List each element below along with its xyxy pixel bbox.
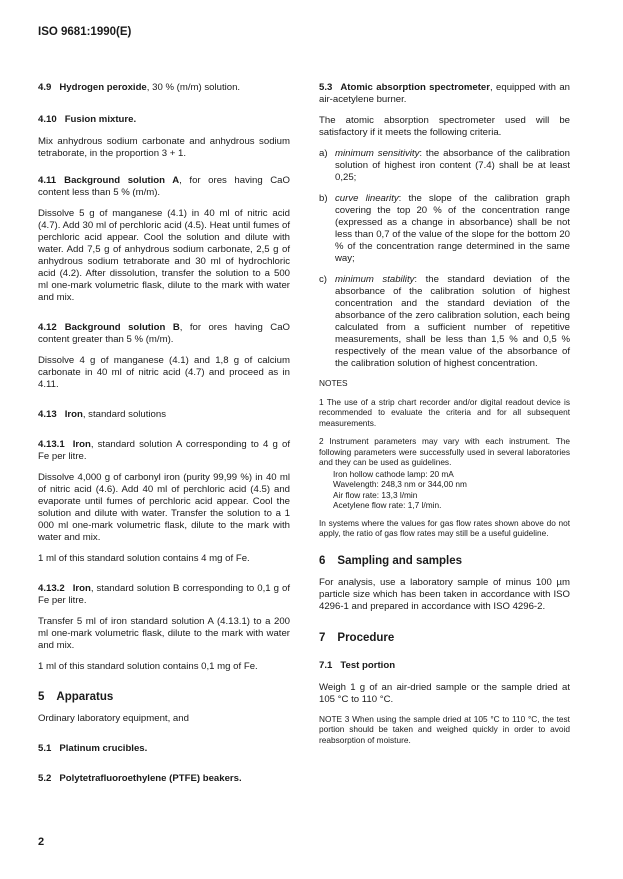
- section-number: 7: [319, 631, 326, 644]
- clause-tail: , standard solutions: [82, 409, 167, 420]
- criterion-b: [319, 193, 570, 265]
- criterion-label: a): [319, 148, 328, 159]
- clause-5-2-heading: [38, 773, 290, 785]
- clause-7-1-body: Weigh 1 g of an air-dried sample or the sample dried at 105 °C to 110 °C.: [319, 681, 570, 705]
- clause-7-1-heading: [319, 660, 570, 672]
- clause-number: 4.9: [38, 82, 52, 93]
- clause-title: Polytetrafluoroethylene (PTFE) beakers.: [59, 773, 242, 784]
- clause-4-9: [38, 82, 290, 94]
- parameter-line: Wavelength: 248,3 nm or 344,00 nm: [333, 479, 467, 489]
- clause-number: 4.13: [38, 409, 57, 420]
- section-7-heading: [319, 632, 570, 644]
- clause-title: Test portion: [340, 659, 396, 671]
- clause-title: Iron: [72, 439, 91, 450]
- clause-title: Platinum crucibles.: [59, 743, 148, 754]
- clause-number: 4.10: [38, 114, 57, 125]
- clause-tail: , 30 % (m/m) solution.: [146, 82, 241, 93]
- clause-number: 5.2: [38, 773, 52, 784]
- criterion-text: [335, 274, 570, 370]
- criterion-description: : the absorbance of the calibration solution of highest iron content (7.4) shall be at least 0,25;: [335, 148, 570, 183]
- clause-number: 4.13.2: [38, 583, 65, 594]
- document-header: ISO 9681:1990(E): [38, 26, 132, 38]
- criterion-text: [335, 193, 570, 265]
- parameter-line: Iron hollow cathode lamp: 20 mA: [333, 468, 454, 479]
- note-2: 2 Instrument parameters may vary with each instrument. The following parameters were successfully used in several laboratories and they can be used as guidelines.: [319, 436, 570, 467]
- clause-4-12-heading: [38, 322, 290, 346]
- clause-tail: , standard solution A corresponding to 4 g of Fe per litre.: [38, 439, 290, 462]
- instrument-parameters: [333, 469, 570, 511]
- clause-4-13-1-heading: [38, 439, 290, 463]
- criterion-term: minimum stability: [335, 274, 415, 285]
- parameter-line: Acetylene flow rate: 1,7 l/min.: [333, 500, 442, 510]
- left-column: [38, 82, 290, 785]
- section-title: Sampling and samples: [337, 554, 463, 567]
- clause-title: Hydrogen peroxide: [59, 82, 147, 93]
- clause-tail: , equipped with an air-acetylene burner.: [319, 82, 571, 105]
- criterion-label: c): [319, 274, 327, 285]
- clause-4-13-1-note: 1 ml of this standard solution contains 4 mg of Fe.: [38, 553, 250, 564]
- clause-tail: , standard solution B corresponding to 0,1 g of Fe per litre.: [38, 583, 290, 606]
- criterion-label: b): [319, 193, 328, 204]
- clause-4-11-body: Dissolve 5 g of manganese (4.1) in 40 ml of nitric acid (4.7). Add 30 ml of perchloric acid (4.5). Heat until fumes of perchloric acid appear. Cool the solution and dilute with water. Add 7,5 g of anhydrous sodium carbonate, 2,5 g of anhydrous sodium tetraborate and 30 ml of hydrochloric acid (4.2). After dissolution, transfer the solution to a 500 ml one-mark volumetric flask, dilute to the mark with water and mix.: [38, 208, 290, 303]
- criterion-term: curve linearity: [335, 193, 399, 204]
- clause-4-12-body: Dissolve 4 g of manganese (4.1) and 1,8 g of calcium carbonate in 40 ml of nitric acid (4.7) and proceed as in 4.11.: [38, 355, 290, 390]
- criterion-term: minimum sensitivity: [335, 148, 420, 159]
- clause-number: 5.1: [38, 743, 52, 754]
- section-number: 6: [319, 554, 326, 567]
- clause-number: 5.3: [319, 82, 333, 93]
- note-2-tail: In systems where the values for gas flow rates shown above do not apply, the ratio of gas flow rates may still be a useful guideline.: [319, 517, 570, 538]
- clause-number: 4.11: [38, 175, 57, 186]
- right-column: [319, 82, 570, 745]
- clause-title: Iron: [72, 583, 91, 594]
- criterion-text: [335, 148, 570, 184]
- clause-4-10-heading: [38, 114, 290, 126]
- clause-5-3-heading: [319, 82, 570, 106]
- clause-number: 7.1: [319, 659, 333, 671]
- clause-tail: , for ores having CaO content greater than 5 % (m/m).: [38, 322, 290, 345]
- clause-5-3-body: The atomic absorption spectrometer used will be satisfactory if it meets the following criteria.: [319, 115, 570, 138]
- criterion-description: : the standard deviation of the absorbance of the calibration solution of highest concentration and the standard deviation of the absorbance of the zero calibration solution, each being calculated from a sufficient number of repetitive measurements, shall be less than 1,5 % and 0,5 % respectively of the mean value of the absorbance of the calibration solution of highest concentration.: [335, 274, 570, 369]
- note-1: 1 The use of a strip chart recorder and/or digital readout device is recommended to evaluate the criteria and for all subsequent measurements.: [319, 396, 570, 428]
- clause-4-13-heading: [38, 409, 290, 421]
- section-5-heading: [38, 691, 290, 703]
- clause-5-1-heading: [38, 743, 290, 755]
- clause-4-11-heading: [38, 175, 290, 199]
- clause-4-13-2-note: 1 ml of this standard solution contains 0,1 mg of Fe.: [38, 661, 258, 672]
- note-3: NOTE 3 When using the sample dried at 105 °C to 110 °C, the test portion should be taken and weighed quickly in order to avoid reabsorption of moisture.: [319, 713, 570, 745]
- criterion-c: [319, 274, 570, 370]
- clause-4-10-body: Mix anhydrous sodium carbonate and anhydrous sodium tetraborate, in the proportion 3 + 1.: [38, 136, 290, 159]
- section-6-body: For analysis, use a laboratory sample of minus 100 µm particle size which has been taken in accordance with ISO 4296-1 and prepared in accordance with ISO 4296-2.: [319, 576, 570, 612]
- clause-4-13-2-body: Transfer 5 ml of iron standard solution A (4.13.1) to a 200 ml one-mark volumetric flask, dilute to the mark with water and mix.: [38, 616, 290, 651]
- page-number: 2: [38, 836, 45, 848]
- clause-title: Background solution A: [64, 175, 180, 186]
- clause-4-13-1-body: Dissolve 4,000 g of carbonyl iron (purity 99,99 %) in 40 ml of nitric acid (4.6). Add 40 ml of perchloric acid (4.5) and evaporate until fumes of perchloric acid appear. Cool the solution and dilute with water. Transfer the solution to a 1 000 ml one-mark volumetric flask, dilute to the mark with water and mix.: [38, 472, 290, 543]
- section-6-heading: [319, 555, 570, 567]
- parameter-line: Air flow rate: 13,3 l/min: [333, 489, 418, 500]
- clause-number: 4.13.1: [38, 439, 65, 450]
- clause-title: Fusion mixture.: [64, 114, 137, 125]
- criterion-a: [319, 148, 570, 184]
- clause-4-13-2-heading: [38, 583, 290, 607]
- clause-number: 4.12: [38, 322, 57, 333]
- section-number: 5: [38, 691, 45, 703]
- section-title: Apparatus: [56, 691, 114, 703]
- clause-title: Background solution B: [64, 322, 180, 333]
- notes-title: NOTES: [319, 378, 348, 388]
- criterion-description: : the slope of the calibration graph covering the top 20 % of the concentration range (expressed as a change in absorbance) shall be not less than 0,7 of the value of the slope for the bottom 20 % of the concentration range determined in the same way;: [335, 193, 570, 264]
- section-title: Procedure: [337, 631, 395, 644]
- clause-tail: , for ores having CaO content less than 5 % (m/m).: [38, 175, 290, 198]
- section-5-body: Ordinary laboratory equipment, and: [38, 713, 189, 724]
- clause-title: Atomic absorption spectrometer: [340, 82, 490, 93]
- clause-title: Iron: [64, 409, 83, 420]
